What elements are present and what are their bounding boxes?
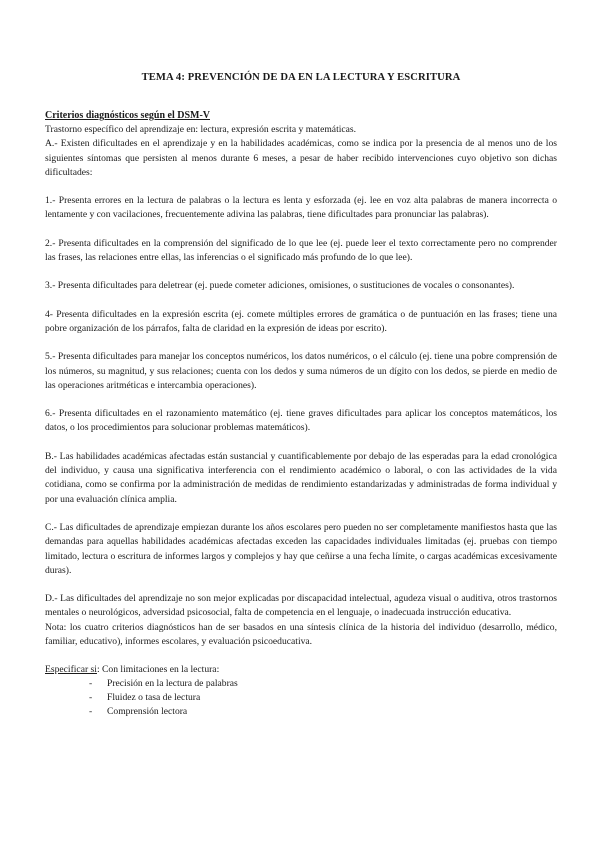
document-body (45, 72, 557, 719)
dash-bullet: - (89, 678, 93, 690)
dash-bullet: - (89, 706, 93, 718)
list-item: - Comprensión lectora (89, 706, 188, 718)
page-title: TEMA 4: PREVENCIÓN DE DA EN LA LECTURA Y ESCRITURA (141, 72, 461, 83)
criterion-d: D.- Las dificultades del aprendizaje no son mejor explicadas por discapacidad intelectual, agudeza visual o auditiva, otros trastornos mentales o neurológicos, adversidad psicosocial, falta de competencia en el lenguaje, o inadecuada instrucción educativa. (45, 593, 557, 619)
criterion-b: B.- Las habilidades académicas afectadas están sustancial y cuantificablemente por debajo de las esperadas para la edad cronológica del individuo, y causa una significativa interferencia con el rendimiento académico o laboral, o con las actividades de la vida cotidiana, como se confirma por la administración de medidas de rendimiento estandarizadas y administradas de forma individual y por una evaluación clínica amplia. (45, 450, 557, 505)
section-heading: Criterios diagnósticos según el DSM-V (45, 110, 210, 121)
criterion-item-4: 4- Presenta dificultades en la expresión escrita (ej. comete múltiples errores de gramática o de puntuación en las frases; tiene una pobre organización de los párrafos, falta de claridad en la expresión de ideas por escrito). (45, 308, 557, 334)
criterion-a: A.- Existen dificultades en el aprendizaje y en la habilidades académicas, como se indica por la presencia de al menos uno de los siguientes síntomas que persisten al menos durante 6 meses, a pesar de haber recibido intervenciones cuyo objetivo son dichas dificultades: (45, 138, 557, 178)
note-paragraph: Nota: los cuatro criterios diagnósticos han de ser basados en una síntesis clínica de la historia del individuo (desarrollo, médico, familiar, educativo), informes escolares, y evaluación psicoeducativa. (45, 621, 557, 648)
criterion-item-3: 3.- Presenta dificultades para deletrear (ej. puede cometer adiciones, omisiones, o sustituciones de vocales o consonantes). (45, 280, 515, 292)
specify-label: Especificar si (45, 664, 97, 676)
specify-text: : Con limitaciones en la lectura: (96, 664, 220, 676)
list-item: - Precisión en la lectura de palabras (89, 678, 238, 690)
intro-paragraph: Trastorno específico del aprendizaje en: lectura, expresión escrita y matemáticas. (45, 124, 357, 135)
criterion-item-1: 1.- Presenta errores en la lectura de palabras o la lectura es lenta y esforzada (ej. lee en voz alta palabras de manera incorrecta o lentamente y con vacilaciones, frecuentemente adivina las palabras, tiene dificultades para pronunciar las palabras). (45, 195, 557, 221)
specify-list (45, 677, 557, 719)
criterion-c: C.- Las dificultades de aprendizaje empiezan durante los años escolares pero pueden no ser completamente manifiestos hasta que las demandas para aquellas habilidades académicas afectadas exceden las capacidades individuales limitadas (ej. pruebas con tiempo limitado, lectura o escritura de informes largos y complejos y hay que ceñirse a una fecha límite, o cargas académicas excesivamente duras). (45, 521, 557, 576)
specify-line (45, 663, 557, 677)
criterion-item-5: 5.- Presenta dificultades para manejar los conceptos numéricos, los datos numéricos, o el cálculo (ej. tiene una pobre comprensión de los números, su magnitud, y sus relaciones; cuenta con los dedos y suma números de un dígito con los dedos, se pierde en medio de las operaciones aritméticas e intercambia operaciones). (45, 351, 557, 391)
criterion-item-2: 2.- Presenta dificultades en la comprensión del significado de lo que lee (ej. puede leer el texto correctamente pero no comprender las frases, las relaciones entre ellas, las inferencias o el significado más profundo de lo que lee). (45, 237, 557, 264)
criterion-item-6: 6.- Presenta dificultades en el razonamiento matemático (ej. tiene graves dificultades para aplicar los conceptos matemáticos, los datos, o los procedimientos para solucionar problemas matemáticos). (45, 408, 557, 434)
dash-bullet: - (89, 692, 93, 704)
list-item: - Fluidez o tasa de lectura (89, 692, 201, 704)
